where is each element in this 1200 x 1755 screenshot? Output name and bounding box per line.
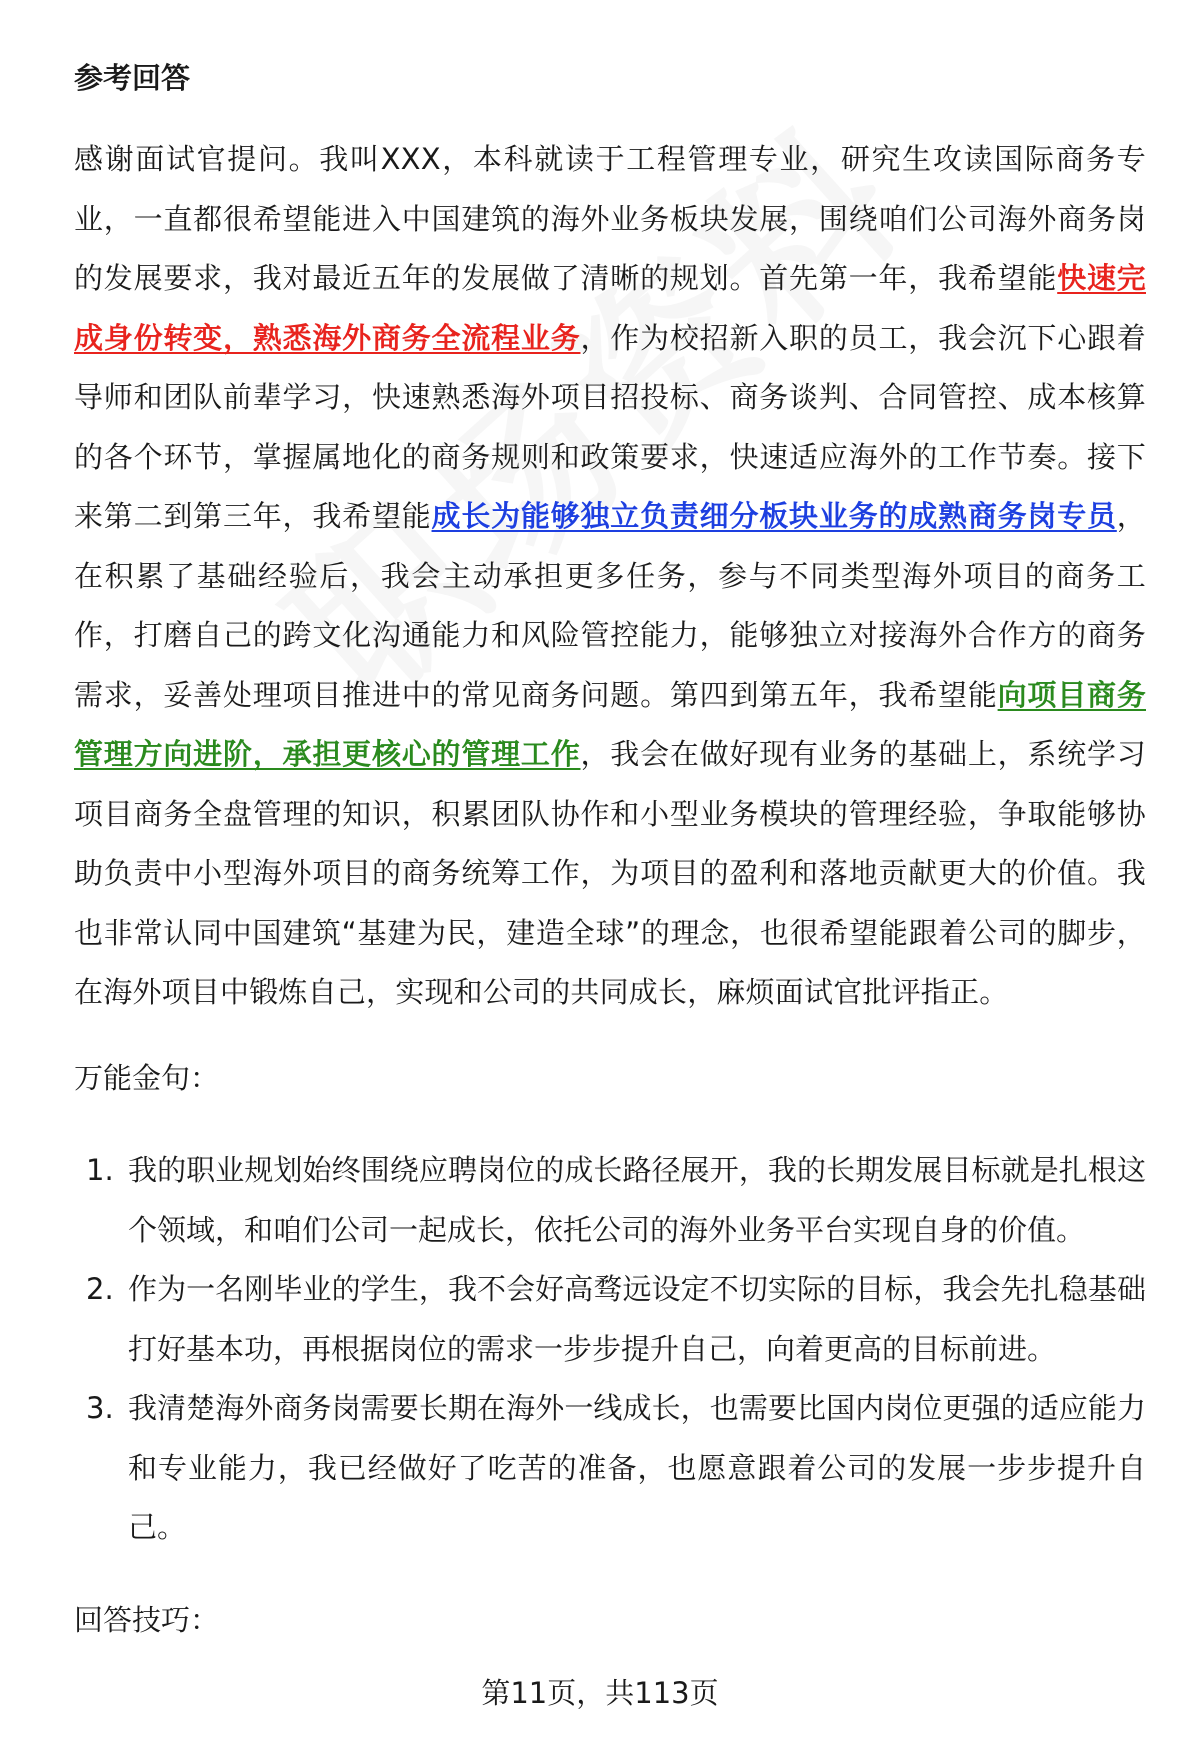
list-item [74,1141,1146,1260]
answer-text-4: ，我会在做好现有业务的基础上，系统学习项目商务全盘管理的知识，积累团队协作和小型业务模块的管理经验，争取能够协助负责中小型海外项目的商务统筹工作，为项目的盈利和落地贡献更大的价值。我也非常认同中国建筑“基建为民，建造全球”的理念，也很希望能跟着公司的脚步，在海外项目中锻炼自己，实现和公司的共同成长，麻烦面试官批评指正。 [74,737,1146,1009]
reference-answer-paragraph [74,130,1146,1023]
section-title: 参考回答 [74,61,191,95]
list-number: 1. [86,1153,114,1187]
answer-tips-heading: 回答技巧： [74,1603,220,1637]
page-number: 第11页，共113页 [481,1676,719,1710]
answer-text-1: 感谢面试官提问。我叫XXX，本科就读于工程管理专业，研究生攻读国际商务专业，一直都很希望能进入中国建筑的海外业务板块发展，围绕咱们公司海外商务岗的发展要求，我对最近五年的发展做了清晰的规划。首先第一年，我希望能 [74,142,1146,295]
highlight-years-two-three: 成长为能够独立负责细分板块业务的成熟商务岗专员 [431,499,1117,533]
answer-text-3: ，在积累了基础经验后，我会主动承担更多任务，参与不同类型海外项目的商务工作，打磨自己的跨文化沟通能力和风险管控能力，能够独立对接海外合作方的商务需求，妥善处理项目推进中的常见商务问题。第四到第五年，我希望能 [74,499,1146,712]
highlight-years-four-five: 向项目商务管理方向进阶，承担更核心的管理工作 [74,677,1146,771]
list-number: 2. [86,1272,114,1306]
golden-sentences-list [74,1141,1146,1558]
list-number: 3. [86,1391,114,1425]
list-item [74,1260,1146,1379]
list-item [74,1379,1146,1558]
highlight-year-one: 快速完成身份转变，熟悉海外商务全流程业务 [74,261,1146,355]
list-item-text: 我的职业规划始终围绕应聘岗位的成长路径展开，我的长期发展目标就是扎根这个领域，和咱们公司一起成长，依托公司的海外业务平台实现自身的价值。 [128,1153,1146,1247]
golden-sentences-heading: 万能金句： [74,1061,220,1095]
list-item-text: 我清楚海外商务岗需要长期在海外一线成长，也需要比国内岗位更强的适应能力和专业能力，我已经做好了吃苦的准备，也愿意跟着公司的发展一步步提升自己。 [128,1391,1146,1544]
list-item-text: 作为一名刚毕业的学生，我不会好高骛远设定不切实际的目标，我会先扎稳基础打好基本功，再根据岗位的需求一步步提升自己，向着更高的目标前进。 [128,1272,1146,1366]
answer-text-2: ，作为校招新入职的员工，我会沉下心跟着导师和团队前辈学习，快速熟悉海外项目招投标、商务谈判、合同管控、成本核算的各个环节，掌握属地化的商务规则和政策要求，快速适应海外的工作节奏。接下来第二到第三年，我希望能 [74,320,1146,533]
